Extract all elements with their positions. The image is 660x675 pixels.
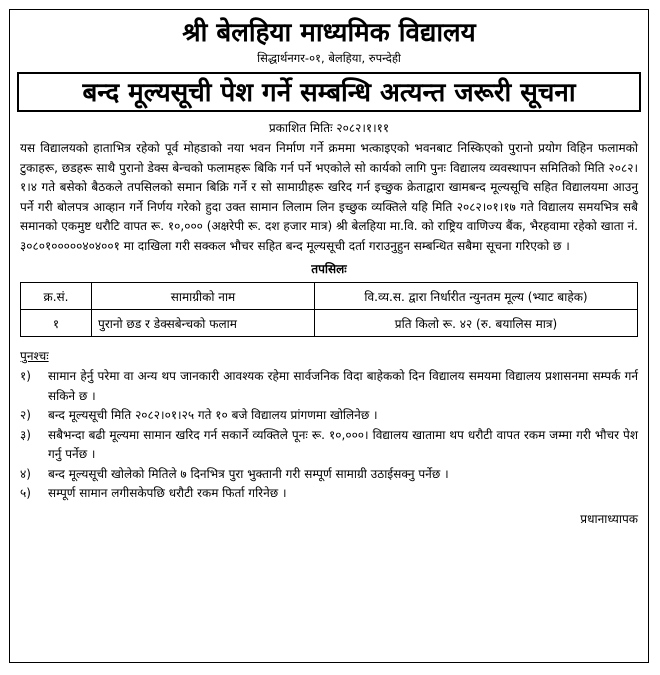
cell-serial: १ <box>21 310 92 337</box>
header-item-name: सामाग्रीको नाम <box>92 283 315 310</box>
items-table <box>20 282 638 337</box>
ps-text: बन्द मूल्यसूची खोलेको मितिले ७ दिनभित्र पुरा भुक्तानी गरी सम्पूर्ण सामाग्री उठाईसक्नु पर्नेछ । <box>48 466 449 481</box>
signature: प्रधानाध्यापक <box>580 511 638 526</box>
ps-text: सम्पूर्ण सामान लगीसकेपछि धरौटी रकम फिर्ता गरिनेछ । <box>48 486 287 500</box>
header-serial: क्र.सं. <box>21 283 92 310</box>
list-item <box>20 426 638 465</box>
table-header-row <box>21 283 638 310</box>
ps-list <box>20 367 638 504</box>
notice-body: यस विद्यालयको हाताभित्र रहेको पूर्व मोहडाको नया भवन निर्माण गर्ने क्रममा भत्काइएको भवनबाट निस्किएको पुरानो प्रयोग विहिन फलामको टुकाहरू, छडहरू साथै पुरानो डेक्स बेन्चको फलामहरू बिकि गर्न पर्ने भएकोले सो कार्यको लागि पुनः विद्यालय व्यवस्थापन समितिको मिति २०८२।१।४ गते बसेको बैठकले तपसिलको समान बिक्रि गर्ने र सो सामाग्रीहरू खरिद गर्न इच्छुक क्रेताद्वारा खामबन्द मूल्यसूचि सहित विद्यालयमा आउनु पर्ने गरी बोलपत्र आव्हान गर्ने निर्णय गरेको हुदा उक्त सामान लिलाम लिन इच्छुक व्यक्तिले यहि मिति २०८२।०१।१७ गते विद्यालय समयभित्र सबै समानको एकमुष्ट धरौटि वापत रू. १०,००० (अक्षरेपी रू. दश हजार मात्र) श्री बेलहिया मा.वि. को राष्ट्रिय वाणिज्य बैंक, भैरहवामा रहेको खाता नं. ३०८०१०००००४०४००१ मा दाखिला गरी सक्कल भौचर सहित बन्द मूल्यसूची दर्ता गराउनुहुन सम्बन्धित सबैमा सूचना गरिएको छ । <box>20 141 638 253</box>
cell-item-name: पुरानो छड र डेक्सबेन्चको फलाम <box>92 310 315 337</box>
ps-num: ५) <box>20 486 31 500</box>
ps-text: बन्द मूल्यसूची मिति २०८२।०१।२५ गते १० बजे विद्यालय प्रांगणमा खोलिनेछ । <box>48 408 378 422</box>
table-row <box>21 310 638 337</box>
ps-num: ३) <box>20 427 31 442</box>
published-date: प्रकाशित मितिः २०८२।१।११ <box>268 121 390 135</box>
ps-num: ४) <box>20 466 31 481</box>
ps-text: सामान हेर्नु परेमा वा अन्य थप जानकारी आवश्यक रहेमा सार्वजनिक विदा बाहेकको दिन विद्यालय समयमा विद्यालय प्रशासनमा सम्पर्क गर्न सकिने छ । <box>48 369 638 403</box>
ps-num: १) <box>20 369 31 383</box>
ps-text: सबैभन्दा बढी मूल्यमा सामान खरिद गर्न सकार्ने व्यक्तिले पूनः रू. १०,०००। विद्यालय खातामा थप धरौटी वापत रकम जम्मा गरी भौचर पेश गर्नु पर्नेछ । <box>48 427 638 461</box>
header-min-price: वि.व्य.स. द्वारा निर्धारीत न्युनतम मूल्य (भ्याट बाहेक) <box>315 283 638 310</box>
notice-headline: बन्द मूल्यसूची पेश गर्ने सम्बन्धि अत्यन्त जरूरी सूचना <box>17 72 641 112</box>
list-item <box>20 484 638 504</box>
list-item <box>20 406 638 426</box>
cell-min-price: प्रति किलो रू. ४२ (रु. बयालिस मात्र) <box>315 310 638 337</box>
list-item <box>20 465 638 485</box>
tapsil-label: तपसिलः <box>311 262 347 276</box>
school-name: श्री बेलहिया माध्यमिक विद्यालय <box>182 18 476 48</box>
ps-num: २) <box>20 408 31 422</box>
ps-label: पुनश्चः <box>20 349 49 363</box>
notice <box>9 9 649 663</box>
school-address: सिद्धार्थनगर-०१, बेलहिया, रुपन्देही <box>257 51 401 65</box>
list-item <box>20 367 638 406</box>
